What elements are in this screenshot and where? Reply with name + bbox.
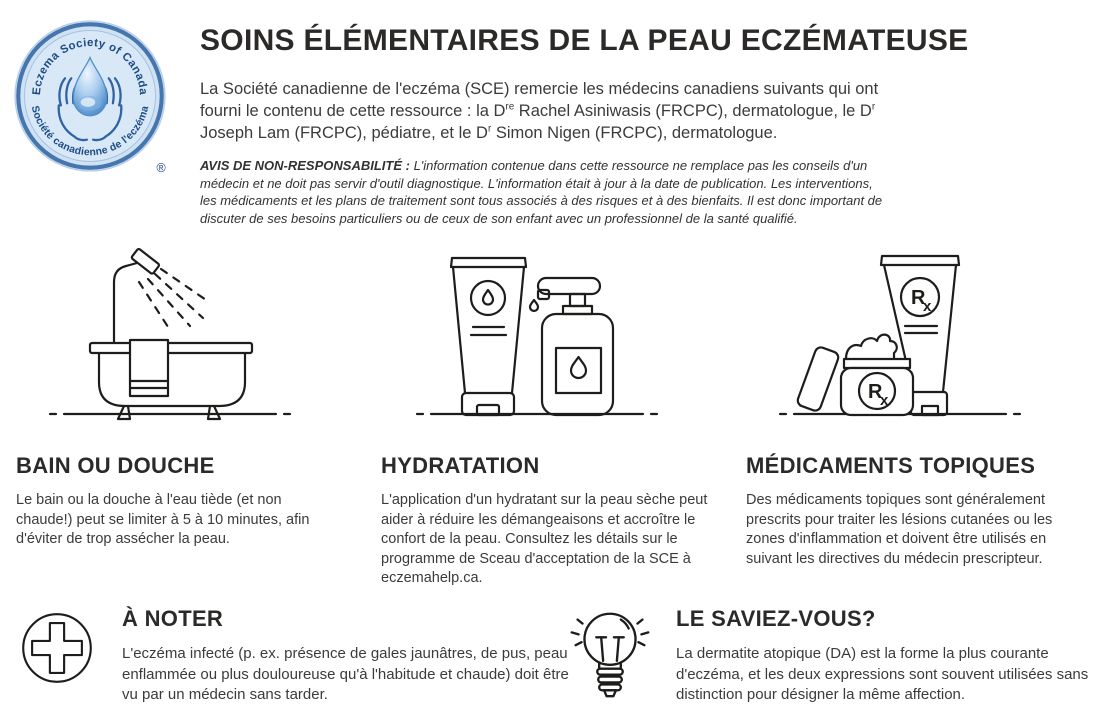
note-saviez-vous (676, 606, 1090, 706)
column-body-meds: Des médicaments topiques sont généralement prescrits pour traiter les lésions cutanées ou les zones d'inflammation et doivent être utilisés en suivant les directives du médecin prescripteur. (746, 492, 1053, 567)
svg-text:x: x (880, 392, 889, 409)
intro-paragraph: La Société canadienne de l'eczéma (SCE) remercie les médecins canadiens suivants qui ont fourni le contenu de cette ressource : la Dre Rachel Asiniwasis (FRCPC), dermatologue, le $D^r$ Joseph Lam (FRCPC), pédiatre, et le $D^r$ Simon Nigen (FRCPC), dermatologue. (200, 80, 879, 142)
registered-mark: ® (156, 160, 166, 174)
column-title-bath: BAIN OU DOUCHE (16, 453, 215, 478)
disclaimer-lead: AVIS DE NON-RESPONSABILITÉ : (200, 158, 410, 173)
logo-arc-bottom-text: Société canadienne de l'eczéma (28, 104, 152, 159)
note-a-noter (122, 606, 570, 706)
bathtub-shower-icon (16, 240, 348, 430)
eczema-society-logo (12, 18, 168, 174)
disclaimer-paragraph (200, 157, 890, 227)
column-topical-meds (746, 240, 1078, 569)
note-title-saviez-vous: LE SAVIEZ-VOUS? (676, 606, 876, 631)
note-title-a-noter: À NOTER (122, 606, 224, 631)
svg-text:R: R (911, 287, 926, 309)
note-body-a-noter: L'eczéma infecté (p. ex. présence de gales jaunâtres, de pus, peau enflammée ou plus douloureuse qu'à l'habitude et chaude) doit être vu par un médecin sans tarder. (122, 645, 569, 703)
column-title-hydration: HYDRATATION (381, 453, 540, 478)
header-block (200, 24, 1082, 227)
moisturizer-bottles-icon (381, 240, 713, 430)
column-title-meds: MÉDICAMENTS TOPIQUES (746, 453, 1036, 478)
eczema-society-logo-icon (12, 18, 168, 174)
column-body-hydration: L'application d'un hydratant sur la peau sèche peut aider à réduire les démangeaisons et accroître le confort de la peau. Consultez les détails sur le programme de Sceau d'acceptation de la SCE à eczemahelp.ca. (381, 492, 708, 586)
lightbulb-icon (556, 600, 664, 708)
plus-cross-icon (17, 608, 97, 688)
logo-arc-top-text: Eczema Society of Canada (30, 37, 149, 96)
column-bath-shower (16, 240, 348, 550)
topical-medication-icon (746, 240, 1078, 430)
svg-text:x: x (923, 298, 932, 315)
column-body-bath: Le bain ou la douche à l'eau tiède (et non chaude!) peut se limiter à 5 à 10 minutes, afin d'éviter de trop assécher la peau. (16, 492, 310, 547)
svg-text:R: R (868, 381, 883, 403)
page-title: SOINS ÉLÉMENTAIRES DE LA PEAU ECZÉMATEUSE (200, 24, 969, 57)
disclaimer-body: L'information contenue dans cette ressource ne remplace pas les conseils d'un médecin et ne doit pas servir d'outil diagnostique. L'information était à jour à la date de publication. Les interventions, les médicaments et les plans de traitement sont tous associés à des risques et à des bienfaits. Il est donc important de discuter de ses besoins particuliers ou de ceux de son enfant avec un professionnel de la santé qualifié. (200, 158, 883, 226)
column-hydration (381, 240, 713, 589)
note-body-saviez-vous: La dermatite atopique (DA) est la forme la plus courante d'eczéma, et les deux expressions sont souvent utilisées sans distinction pour désigner la même affection. (676, 645, 1089, 703)
